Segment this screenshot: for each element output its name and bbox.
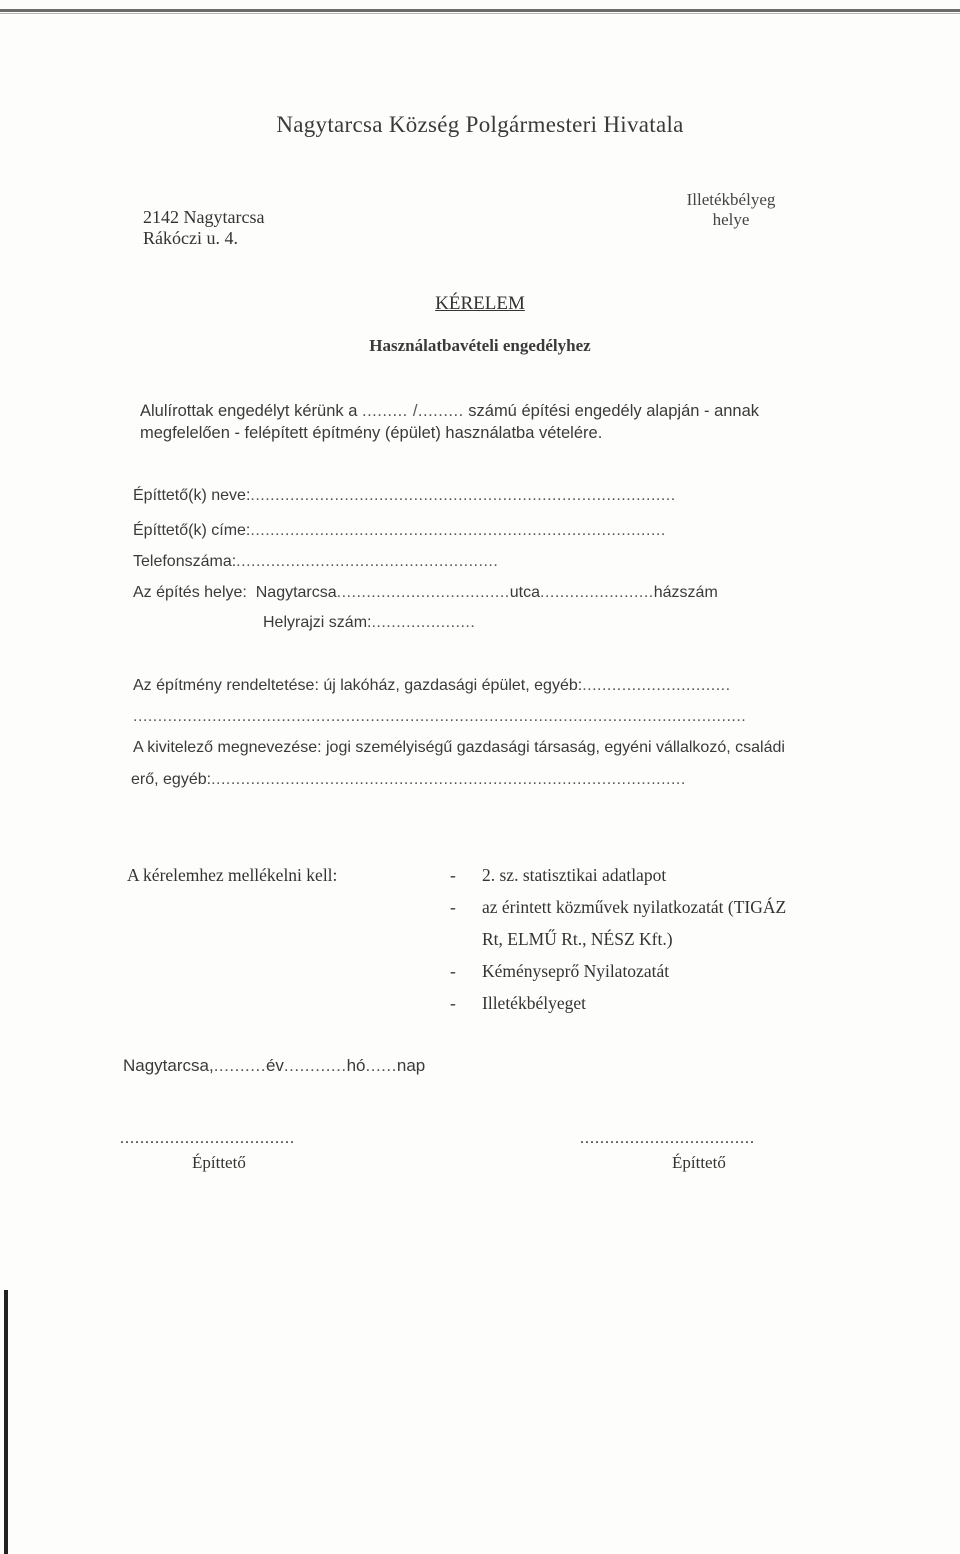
- attachment-item-2-continuation: Rt, ELMŰ Rt., NÉSZ Kft.): [482, 929, 673, 949]
- signature-line-1[interactable]: ...................................: [120, 1130, 295, 1147]
- builder-name-field[interactable]: ......................................................................................: [250, 487, 676, 504]
- purpose-field[interactable]: ..............................: [582, 677, 731, 694]
- site-street-field[interactable]: ...................................: [336, 584, 510, 601]
- contractor-field[interactable]: ................................................................................................: [211, 771, 686, 788]
- attachment-item-2: - az érintett közművek nyilatkozatát (TIGÁZ: [450, 897, 787, 917]
- phone-row: Telefonszáma:.....................................................: [133, 553, 499, 570]
- form-title: KÉRELEM: [435, 293, 525, 314]
- attachment-item-3: - Kéményseprő Nyilatozatát: [450, 961, 670, 981]
- scan-edge-top: [0, 9, 960, 12]
- attachment-item-1: - 2. sz. statisztikai adatlapot: [450, 865, 667, 885]
- builder-address-field[interactable]: ....................................................................................: [250, 522, 666, 539]
- date-day-field[interactable]: ......: [365, 1056, 397, 1075]
- form-subtitle: Használatbavételi engedélyhez: [369, 336, 591, 355]
- stamp-line-2: helye: [712, 210, 750, 229]
- site-number-field[interactable]: .......................: [540, 584, 654, 601]
- signature-line-2[interactable]: ...................................: [580, 1130, 755, 1147]
- purpose-field-line-2[interactable]: ............................................................................................................................: [133, 708, 747, 725]
- intro-line-2: megfelelően - felépített építmény (épület) használatba vételére.: [140, 424, 603, 442]
- builder-address-row: Építtető(k) címe:....................................................................................: [133, 522, 666, 539]
- address-line-2: Rákóczi u. 4.: [143, 228, 238, 248]
- signature-label-2: Építtető: [672, 1153, 726, 1172]
- lot-number-row: Helyrajzi szám:.....................: [263, 614, 476, 631]
- signature-label-1: Építtető: [192, 1153, 246, 1172]
- lot-number-field[interactable]: .....................: [371, 614, 476, 631]
- date-year-field[interactable]: ..........: [213, 1056, 266, 1075]
- stamp-line-1: Illetékbélyeg: [686, 190, 776, 209]
- permit-number-field[interactable]: ......... /.........: [361, 402, 464, 420]
- contractor-row-1: A kivitelező megnevezése: jogi személyiségű gazdasági társaság, egyéni vállalkozó, családi: [133, 739, 785, 756]
- phone-field[interactable]: .....................................................: [236, 553, 499, 570]
- date-month-field[interactable]: ............: [283, 1056, 347, 1075]
- stamp-placeholder: [666, 190, 796, 230]
- contractor-row-2: erő, egyéb:................................................................................................: [131, 771, 686, 788]
- site-row: Az építés helye: Nagytarcsa...................................utca.......................házszám: [133, 584, 718, 601]
- address-line-1: 2142 Nagytarcsa: [143, 207, 265, 227]
- builder-name-row: Építtető(k) neve:......................................................................................: [133, 487, 676, 504]
- date-row: Nagytarcsa,..........év............hó......nap: [123, 1056, 426, 1075]
- attachments-label: A kérelemhez mellékelni kell:: [127, 865, 338, 885]
- attachment-item-4: - Illetékbélyeget: [450, 993, 586, 1013]
- office-name: Nagytarcsa Község Polgármesteri Hivatala: [276, 112, 684, 137]
- scan-edge-top-shadow: [0, 13, 960, 14]
- office-address: [143, 207, 264, 249]
- scan-edge-left: [4, 1290, 8, 1554]
- intro-line-1: Alulírottak engedélyt kérünk a ......... /......... számú építési engedély alapján - annak: [140, 402, 760, 420]
- purpose-row: Az építmény rendeltetése: új lakóház, gazdasági épület, egyéb:..............................: [133, 677, 731, 694]
